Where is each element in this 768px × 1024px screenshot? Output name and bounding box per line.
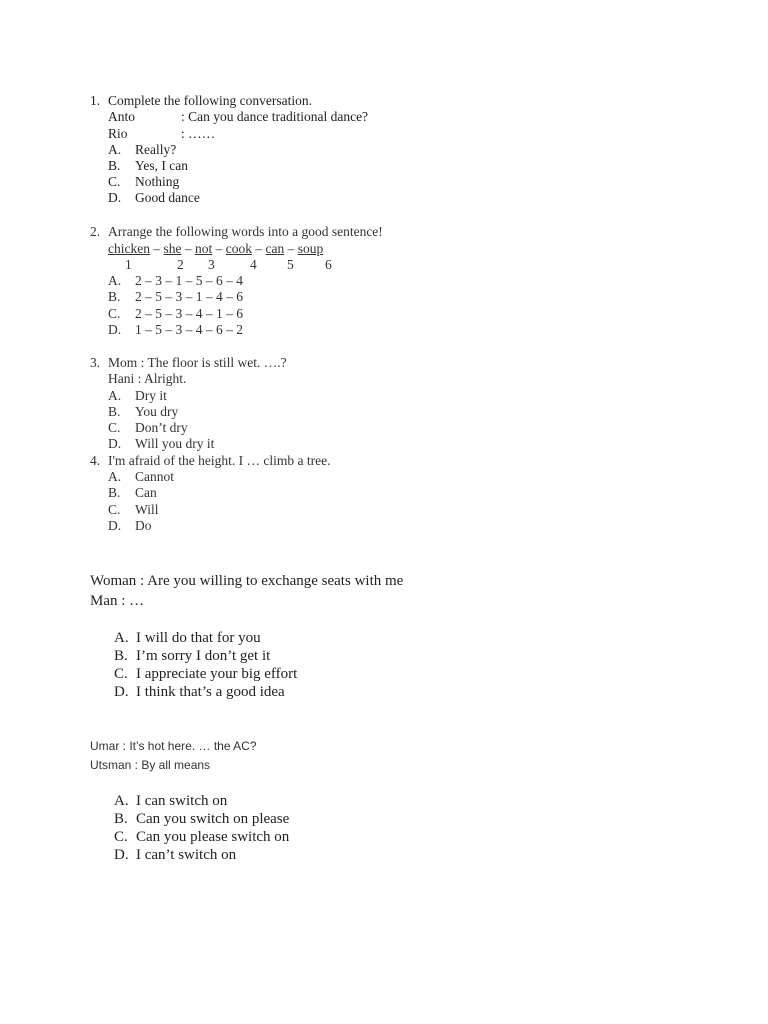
- word-number: 2: [177, 257, 184, 272]
- option-text: I appreciate your big effort: [136, 666, 298, 682]
- word-separator: –: [215, 241, 223, 256]
- question-number: 1.: [90, 93, 101, 108]
- dialogue-line: Man : …: [90, 593, 145, 609]
- speaker-name: Anto: [108, 109, 135, 124]
- option-text: Really?: [135, 142, 177, 157]
- option-text: Do: [135, 518, 152, 533]
- option-letter: A.: [114, 630, 129, 646]
- option-letter: C.: [114, 829, 128, 845]
- word-separator: –: [184, 241, 192, 256]
- word-number: 5: [287, 257, 294, 272]
- option-letter: B.: [108, 404, 121, 419]
- option-text: I can switch on: [136, 793, 228, 809]
- dialogue-line: Utsman : By all means: [90, 758, 211, 772]
- option-letter: B.: [114, 811, 128, 827]
- dialogue-line: : ……: [181, 126, 216, 141]
- option-letter: D.: [114, 684, 129, 700]
- option-text: Can: [135, 485, 157, 500]
- option-letter: A.: [108, 142, 122, 157]
- word-number: 4: [250, 257, 257, 272]
- option-text: I can’t switch on: [136, 847, 237, 863]
- word: chicken: [108, 241, 150, 256]
- question-prompt: Complete the following conversation.: [108, 93, 312, 108]
- option-letter: D.: [114, 847, 129, 863]
- option-letter: D.: [108, 190, 122, 205]
- dialogue-line: Hani : Alright.: [108, 371, 187, 386]
- question-prompt: Arrange the following words into a good sentence!: [108, 224, 383, 239]
- option-text: Dry it: [135, 388, 167, 403]
- option-text: I think that’s a good idea: [136, 684, 285, 700]
- word-number: 1: [125, 257, 132, 272]
- option-letter: A.: [108, 273, 122, 288]
- option-letter: C.: [114, 666, 128, 682]
- option-text: Cannot: [135, 469, 174, 484]
- option-text: Good dance: [135, 190, 200, 205]
- dialogue-line: Woman : Are you willing to exchange seats with me: [90, 573, 404, 589]
- option-text: Nothing: [135, 174, 180, 189]
- option-letter: D.: [108, 518, 122, 533]
- word-separator: –: [153, 241, 161, 256]
- option-letter: D.: [108, 322, 122, 337]
- dialogue-line: Mom : The floor is still wet. ….?: [108, 355, 287, 370]
- word-separator: –: [287, 241, 295, 256]
- option-text: Will: [135, 502, 159, 517]
- dialogue-line: Umar : It’s hot here. … the AC?: [90, 739, 257, 753]
- option-letter: C.: [108, 306, 121, 321]
- word-number: 3: [208, 257, 215, 272]
- option-text: I’m sorry I don’t get it: [136, 648, 271, 664]
- option-letter: C.: [108, 502, 121, 517]
- option-letter: B.: [108, 158, 121, 173]
- word-separator: –: [255, 241, 263, 256]
- option-text: Will you dry it: [135, 436, 215, 451]
- option-letter: B.: [108, 485, 121, 500]
- option-letter: B.: [108, 289, 121, 304]
- option-text: You dry: [135, 404, 179, 419]
- word: can: [265, 241, 285, 256]
- word-number: 6: [325, 257, 332, 272]
- option-text: Can you switch on please: [136, 811, 290, 827]
- speaker-name: Rio: [108, 126, 128, 141]
- word: soup: [297, 241, 324, 256]
- option-text: Can you please switch on: [136, 829, 290, 845]
- option-text: I will do that for you: [136, 630, 261, 646]
- word: she: [163, 241, 182, 256]
- option-text: Yes, I can: [135, 158, 188, 173]
- question-number: 4.: [90, 453, 101, 468]
- question-prompt: I'm afraid of the height. I … climb a tree.: [108, 453, 331, 468]
- option-letter: C.: [108, 174, 121, 189]
- question-number: 3.: [90, 355, 101, 370]
- option-text: 1 – 5 – 3 – 4 – 6 – 2: [135, 322, 243, 337]
- option-letter: A.: [108, 469, 122, 484]
- dialogue-line: : Can you dance traditional dance?: [181, 109, 369, 124]
- option-letter: B.: [114, 648, 128, 664]
- option-letter: C.: [108, 420, 121, 435]
- question-number: 2.: [90, 224, 101, 239]
- option-letter: A.: [108, 388, 122, 403]
- option-text: Don’t dry: [135, 420, 188, 435]
- option-text: 2 – 5 – 3 – 1 – 4 – 6: [135, 289, 243, 304]
- word-sequence: [108, 241, 323, 257]
- option-text: 2 – 3 – 1 – 5 – 6 – 4: [135, 273, 243, 288]
- option-letter: A.: [114, 793, 129, 809]
- option-text: 2 – 5 – 3 – 4 – 1 – 6: [135, 306, 243, 321]
- option-letter: D.: [108, 436, 122, 451]
- word: cook: [225, 241, 252, 256]
- word: not: [194, 241, 213, 256]
